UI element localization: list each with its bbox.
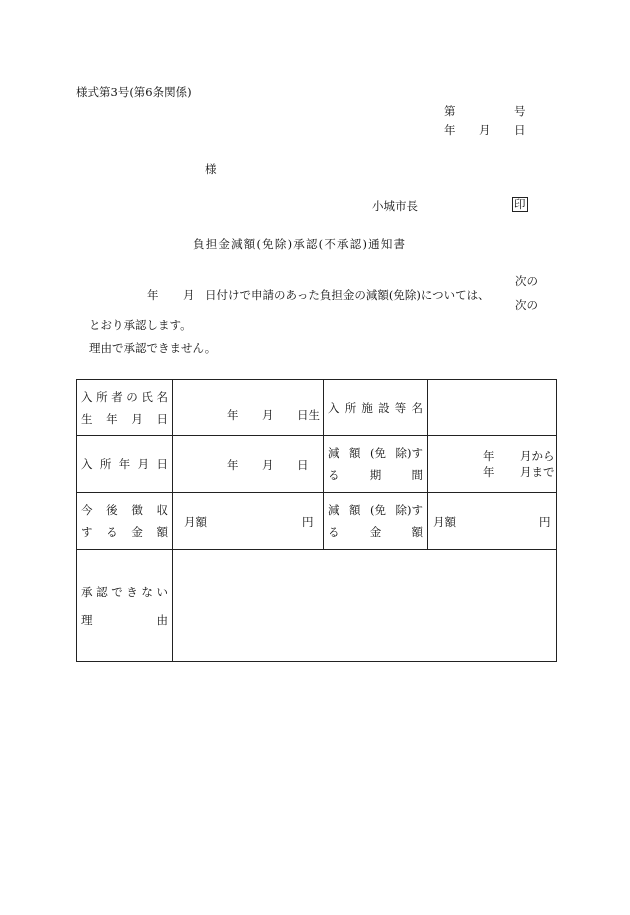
option-reason: 次の [515, 298, 538, 312]
issue-date-day: 日 [514, 123, 526, 137]
admission-date-value [173, 436, 324, 493]
table-row [77, 550, 557, 662]
period-end-year: 年 [483, 465, 495, 479]
future-amount-value [173, 493, 324, 550]
reduction-period-value [428, 436, 557, 493]
body-main-text: 日付けで申請のあった負担金の減額(免除)については、 [205, 288, 490, 302]
approve-line: とおり承認します。 [89, 318, 192, 332]
birth-month: 月 [262, 408, 274, 422]
document-number-prefix: 第 [444, 104, 456, 118]
name-label-line: 入 所 者 の 氏 名 [81, 389, 168, 404]
name-birthdate-value [173, 380, 324, 436]
period-start-from: 月から [520, 449, 555, 463]
issuer-name: 小城市長 [372, 199, 418, 213]
birthdate-label-line: 生 年 月 日 [81, 411, 168, 426]
yen-unit: 円 [539, 515, 551, 529]
document-title: 負担金減額(免除)承認(不承認)通知書 [193, 237, 407, 251]
period-end-to: 月まで [520, 465, 555, 479]
period-start-year: 年 [483, 449, 495, 463]
official-seal [512, 197, 528, 212]
facility-label: 入 所 施 設 等 名 [324, 380, 428, 436]
admission-day: 日 [297, 458, 309, 472]
birth-year: 年 [227, 408, 239, 422]
yen-unit: 円 [302, 515, 314, 529]
admission-date-label: 入 所 年 月 日 [77, 436, 173, 493]
reduction-period-label: 減 額 (免 除)す る 期 間 [324, 436, 428, 493]
issue-date-month: 月 [479, 123, 491, 137]
monthly-label: 月額 [184, 515, 207, 529]
reduction-amount-value [428, 493, 557, 550]
recipient-honorific: 様 [205, 162, 217, 176]
name-birthdate-label [77, 380, 173, 436]
issue-date-year: 年 [444, 123, 456, 137]
table-row [77, 380, 557, 436]
details-table [76, 379, 557, 662]
seal-mark: 印 [514, 197, 526, 211]
application-month: 月 [183, 288, 195, 302]
facility-value [428, 380, 557, 436]
reason-label: 承 認 で き な い 理 由 [77, 550, 173, 662]
future-amount-label: 今 後 徴 収 す る 金 額 [77, 493, 173, 550]
document-number-suffix: 号 [514, 104, 526, 118]
application-year: 年 [147, 288, 159, 302]
table-row [77, 436, 557, 493]
table-row [77, 493, 557, 550]
birth-day-suffix: 日生 [297, 408, 320, 422]
admission-month: 月 [262, 458, 274, 472]
reason-value [173, 550, 557, 662]
admission-year: 年 [227, 458, 239, 472]
form-reference: 様式第3号(第6条関係) [76, 85, 192, 99]
reduction-amount-label: 減 額 (免 除)す る 金 額 [324, 493, 428, 550]
reason-line: 理由で承認できません。 [89, 341, 217, 355]
option-approve: 次の [515, 274, 538, 288]
monthly-label: 月額 [433, 515, 456, 529]
